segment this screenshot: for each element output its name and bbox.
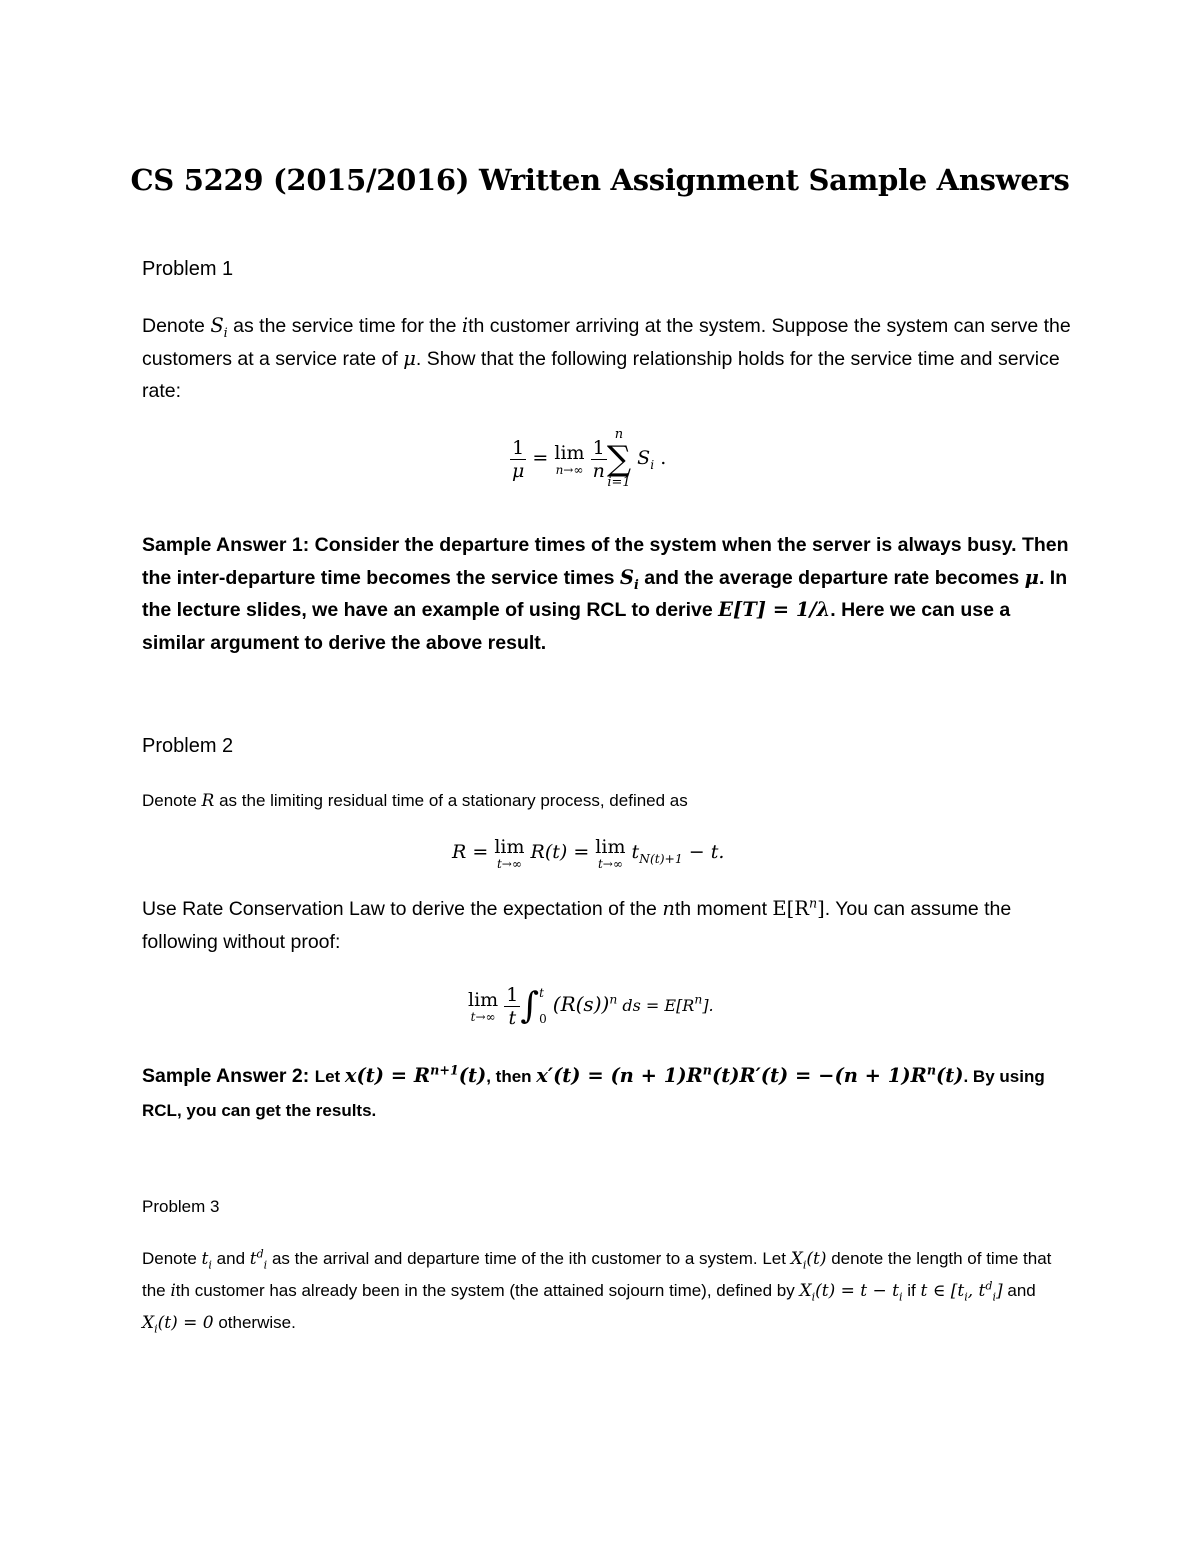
- problem-1-equation: $\frac{1}{\mu}$ = lim n→∞ $\frac{1}{n}$ n ∑ i=1 $S_i$ .: [512, 427, 667, 490]
- sample-answer-1: Sample Answer 1: Consider the departure times of the system when the server is always busy. Then the inter-departure time becomes the service times $S_i$ and the average departure rate becomes μ. In the lecture slides, we have an example of using RCL to derive E[T] = 1/λ. Here we can use a similar argument to derive the above result.: [142, 534, 1069, 654]
- sample-answer-2: Sample Answer 2: Let $x(t) = R^{n+1}(t)$, then $x'(t) = (n + 1)R^n(t)R'(t) = -(n + 1)R^n(t)$. By using RCL, you can get the results.: [142, 1062, 1045, 1120]
- moment-integral-equation: lim t→∞ $\frac{1}{t}$ ∫ t 0 $(R(s))^n$ ds = $E[R^n]$.: [468, 983, 714, 1029]
- residual-time-equation: R = lim t→∞ R(t) = lim t→∞ $t_{N(t)+1} - t$.: [452, 836, 725, 871]
- problem-1-heading: Problem 1: [142, 258, 234, 280]
- problem-3-heading: Problem 3: [142, 1197, 220, 1216]
- problem-3-text: Denote $t_i$ and $t^d_i$ as the arrival and departure time of the ith customer to a system. Let $X_i(t)$ denote the length of time that the ith customer has already been in the system (the attained sojourn time), defined by $X_i(t) = t - t_i$ if t ∈ [$t_i$, $t^d_i$] and $X_i(t) = 0$ otherwise.: [142, 1247, 1052, 1336]
- problem-2-text: Use Rate Conservation Law to derive the expectation of the nth moment $E[R^n]$. You can assume the following without proof:: [142, 895, 1012, 953]
- problem-2-heading: Problem 2: [142, 735, 234, 757]
- page-title: CS 5229 (2015/2016) Written Assignment Sample Answers: [130, 163, 1070, 197]
- problem-1-text: Denote $S_i$ as the service time for the ith customer arriving at the system. Suppose the system can serve the customers at a service rate of μ. Show that the following relationship holds for the service time and service rate:: [142, 314, 1071, 402]
- problem-2-intro: Denote R as the limiting residual time of a stationary process, defined as: [142, 791, 688, 811]
